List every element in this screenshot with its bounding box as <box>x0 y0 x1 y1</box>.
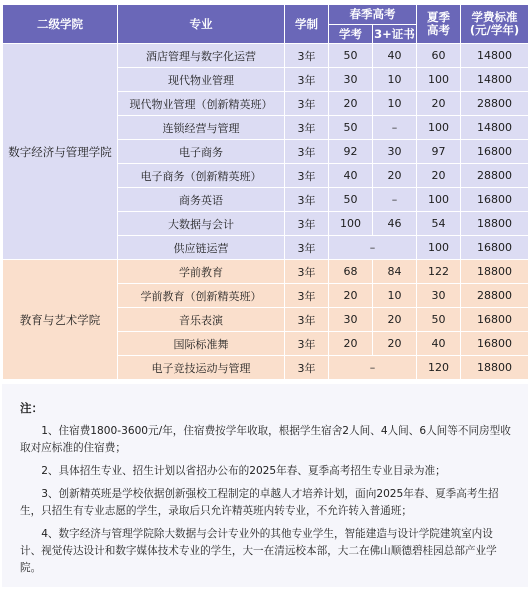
major-cell: 酒店管理与数字化运营 <box>118 44 285 68</box>
summer-cell: 100 <box>417 68 461 92</box>
note-item: 2、具体招生专业、招生计划以省招办公布的2025年春、夏季高考招生专业目录为准； <box>41 465 446 477</box>
spring-exam-cell: 50 <box>329 188 373 212</box>
duration-cell: 3年 <box>285 332 329 356</box>
fee-cell: 18800 <box>461 260 529 284</box>
header-summer-line2: 高考 <box>427 23 450 37</box>
summer-cell: 40 <box>417 332 461 356</box>
spring-exam-cell: 30 <box>329 308 373 332</box>
major-cell: 学前教育（创新精英班） <box>118 284 285 308</box>
major-cell: 连锁经营与管理 <box>118 116 285 140</box>
header-duration: 学制 <box>285 5 329 44</box>
spring-merged-cell: – <box>329 236 417 260</box>
spring-cert-cell: 40 <box>373 44 417 68</box>
spring-cert-cell: 20 <box>373 332 417 356</box>
major-cell: 学前教育 <box>118 260 285 284</box>
notes-title: 注： <box>20 401 43 415</box>
spring-cert-cell: 10 <box>373 68 417 92</box>
fee-cell: 16800 <box>461 332 529 356</box>
fee-cell: 16800 <box>461 188 529 212</box>
table-row <box>3 260 529 284</box>
major-cell: 现代物业管理（创新精英班） <box>118 92 285 116</box>
spring-exam-cell: 40 <box>329 164 373 188</box>
fee-cell: 16800 <box>461 236 529 260</box>
summer-cell: 120 <box>417 356 461 380</box>
spring-cert-cell: 30 <box>373 140 417 164</box>
duration-cell: 3年 <box>285 164 329 188</box>
major-cell: 供应链运营 <box>118 236 285 260</box>
spring-cert-cell: 10 <box>373 284 417 308</box>
summer-cell: 50 <box>417 308 461 332</box>
header-spring-cert: 3+证书 <box>373 25 417 44</box>
spring-cert-cell: 84 <box>373 260 417 284</box>
duration-cell: 3年 <box>285 284 329 308</box>
spring-cert-cell: – <box>373 116 417 140</box>
header-college: 二级学院 <box>3 5 118 44</box>
duration-cell: 3年 <box>285 116 329 140</box>
spring-exam-cell: 50 <box>329 44 373 68</box>
major-cell: 电子商务（创新精英班） <box>118 164 285 188</box>
duration-cell: 3年 <box>285 236 329 260</box>
major-cell: 电子商务 <box>118 140 285 164</box>
header-summer-line1: 夏季 <box>427 10 450 24</box>
duration-cell: 3年 <box>285 308 329 332</box>
duration-cell: 3年 <box>285 212 329 236</box>
spring-cert-cell: 10 <box>373 92 417 116</box>
duration-cell: 3年 <box>285 68 329 92</box>
fee-cell: 14800 <box>461 44 529 68</box>
notes-section <box>2 384 528 587</box>
major-cell: 大数据与会计 <box>118 212 285 236</box>
fee-table <box>2 4 529 380</box>
header-spring-exam: 学考 <box>329 25 373 44</box>
major-cell: 现代物业管理 <box>118 68 285 92</box>
fee-cell: 28800 <box>461 284 529 308</box>
college-cell: 教育与艺术学院 <box>3 260 118 380</box>
duration-cell: 3年 <box>285 92 329 116</box>
spring-exam-cell: 30 <box>329 68 373 92</box>
duration-cell: 3年 <box>285 260 329 284</box>
summer-cell: 100 <box>417 236 461 260</box>
spring-merged-cell: – <box>329 356 417 380</box>
fee-cell: 16800 <box>461 140 529 164</box>
major-cell: 商务英语 <box>118 188 285 212</box>
fee-cell: 14800 <box>461 68 529 92</box>
spring-cert-cell: 46 <box>373 212 417 236</box>
spring-exam-cell: 100 <box>329 212 373 236</box>
table-body <box>3 44 529 380</box>
major-cell: 音乐表演 <box>118 308 285 332</box>
header-summer <box>417 5 461 44</box>
duration-cell: 3年 <box>285 356 329 380</box>
spring-exam-cell: 20 <box>329 284 373 308</box>
header-fee-line1: 学费标准 <box>471 10 518 24</box>
spring-cert-cell: – <box>373 188 417 212</box>
fee-cell: 18800 <box>461 356 529 380</box>
spring-exam-cell: 50 <box>329 116 373 140</box>
fee-cell: 16800 <box>461 308 529 332</box>
summer-cell: 100 <box>417 188 461 212</box>
header-fee <box>461 5 529 44</box>
table-row <box>3 44 529 68</box>
major-cell: 国际标准舞 <box>118 332 285 356</box>
summer-cell: 60 <box>417 44 461 68</box>
spring-cert-cell: 20 <box>373 308 417 332</box>
note-item: 3、创新精英班是学校依据创新强校工程制定的卓越人才培养计划，面向2025年春、夏季高考生招生，只招生有专业志愿的学生，录取后只允许精英班内转专业，不允许转入普通班； <box>20 488 499 517</box>
fee-cell: 14800 <box>461 116 529 140</box>
fee-cell: 18800 <box>461 212 529 236</box>
spring-cert-cell: 20 <box>373 164 417 188</box>
header-spring-group: 春季高考 <box>329 5 417 25</box>
college-cell: 数字经济与管理学院 <box>3 44 118 260</box>
summer-cell: 20 <box>417 92 461 116</box>
fee-cell: 28800 <box>461 92 529 116</box>
spring-exam-cell: 20 <box>329 92 373 116</box>
summer-cell: 100 <box>417 116 461 140</box>
note-item: 1、住宿费1800-3600元/年，住宿费按学年收取，根据学生宿舍2人间、4人间、6人间等不同房型收取对应标准的住宿费； <box>20 425 511 454</box>
summer-cell: 122 <box>417 260 461 284</box>
spring-exam-cell: 68 <box>329 260 373 284</box>
summer-cell: 97 <box>417 140 461 164</box>
summer-cell: 30 <box>417 284 461 308</box>
note-item: 4、数字经济与管理学院除大数据与会计专业外的其他专业学生，智能建造与设计学院建筑室内设计、视觉传达设计和数字媒体技术专业的学生，大一在清远校本部，大二在佛山顺德碧桂园总部产业学院。 <box>20 528 497 574</box>
spring-exam-cell: 92 <box>329 140 373 164</box>
table-header <box>3 5 529 44</box>
header-major: 专业 <box>118 5 285 44</box>
summer-cell: 54 <box>417 212 461 236</box>
duration-cell: 3年 <box>285 44 329 68</box>
fee-cell: 28800 <box>461 164 529 188</box>
header-fee-line2: (元/学年) <box>469 23 520 37</box>
major-cell: 电子竞技运动与管理 <box>118 356 285 380</box>
summer-cell: 20 <box>417 164 461 188</box>
spring-exam-cell: 20 <box>329 332 373 356</box>
duration-cell: 3年 <box>285 188 329 212</box>
duration-cell: 3年 <box>285 140 329 164</box>
